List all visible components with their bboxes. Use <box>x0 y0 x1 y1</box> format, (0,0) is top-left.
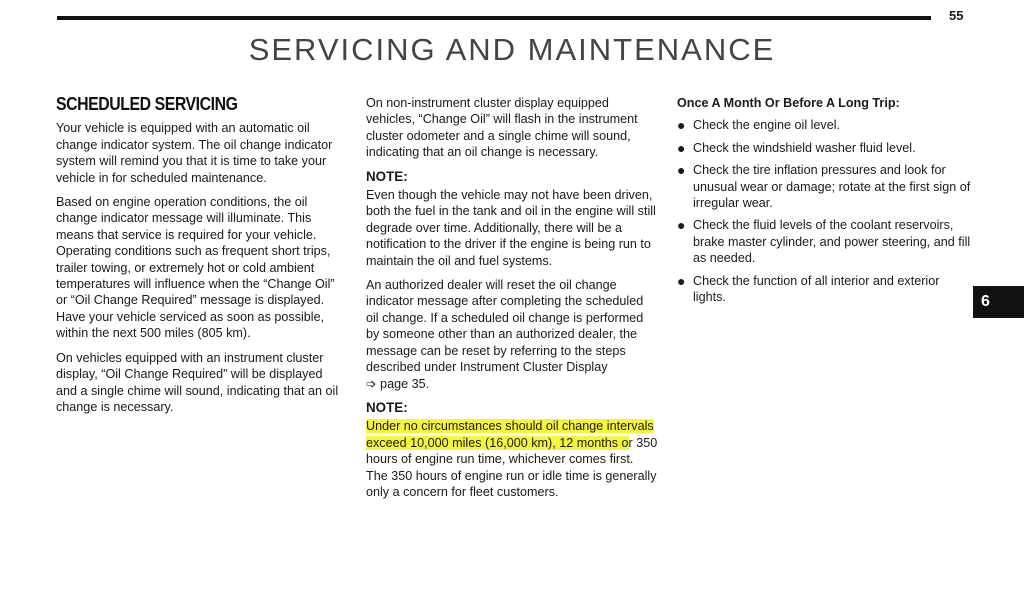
note-text <box>366 418 658 500</box>
list-item-text: Check the tire inflation pressures and look for unusual wear or damage; rotate at the first sign of irregular wear. <box>693 163 971 211</box>
checklist-heading: Once A Month Or Before A Long Trip: <box>677 96 900 110</box>
note-text: Even though the vehicle may not have been driven, both the fuel in the tank and oil in the engine will still degrade over time. Additionally, there will be a notification to the driver if the engine is being run to maintain the oil and fuel systems. <box>366 188 656 268</box>
chapter-tab: 6 <box>973 286 1024 318</box>
bullet-icon: ● <box>677 162 686 179</box>
list-item-text: Check the fluid levels of the coolant reservoirs, brake master cylinder, and power steering, and fill as needed. <box>693 218 971 266</box>
paragraph <box>366 277 658 392</box>
page-number: 55 <box>949 8 964 23</box>
list-item <box>677 117 972 133</box>
column-left <box>56 96 346 423</box>
page-reference-link[interactable]: page 35. <box>376 376 430 391</box>
chapter-title: SERVICING AND MAINTENANCE <box>248 32 776 67</box>
column-middle <box>366 95 658 508</box>
highlighted-text: Under no circumstances should oil change intervals exceed 10,000 miles (16,000 km), 12 months o <box>366 419 654 450</box>
list-item <box>677 162 972 211</box>
page-reference-arrow-icon: ➩ <box>366 376 377 391</box>
checklist <box>677 117 972 305</box>
bullet-icon: ● <box>677 117 686 134</box>
paragraph-text: An authorized dealer will reset the oil change indicator message after completing the scheduled oil change. If a scheduled oil change is performed by someone other than an authorized dealer, the message can be reset by referring to the steps described under Instrument Cluster Display <box>366 278 644 375</box>
list-item-text: Check the windshield washer fluid level. <box>693 140 916 155</box>
paragraph: Based on engine operation conditions, the oil change indicator message will illuminate. This means that service is required for your vehicle. Operating conditions such as frequent short trips, trailer towing, or extremely hot or cold ambient temperatures will influence when the “Change Oil” or “Oil Change Required” message is displayed. Have your vehicle serviced as soon as possible, within the next 500 miles (805 km). <box>56 195 335 341</box>
list-item <box>677 217 972 266</box>
paragraph: On vehicles equipped with an instrument cluster display, “Oil Change Required” will be displayed and a single chime will sound, indicating that an oil change is necessary. <box>56 350 339 414</box>
list-item <box>677 140 972 156</box>
list-item-text: Check the function of all interior and exterior lights. <box>693 273 940 305</box>
header-rule <box>57 16 931 20</box>
bullet-icon: ● <box>677 139 686 156</box>
note-label: NOTE: <box>366 399 408 415</box>
column-right <box>677 95 972 311</box>
list-item-text: Check the engine oil level. <box>693 118 841 133</box>
bullet-icon: ● <box>677 272 686 289</box>
section-heading: SCHEDULED SERVICING <box>56 94 238 114</box>
note-text-rest: r 350 hours of engine run time, whichever comes first. The 350 hours of engine run or idle time is generally only a concern for fleet customers. <box>366 435 658 499</box>
note-label: NOTE: <box>366 168 408 184</box>
paragraph: Your vehicle is equipped with an automatic oil change indicator system. The oil change indicator system will remind you that it is time to take your vehicle in for scheduled maintenance. <box>56 121 333 185</box>
bullet-icon: ● <box>677 217 686 234</box>
list-item <box>677 273 972 306</box>
paragraph: On non-instrument cluster display equipped vehicles, “Change Oil” will flash in the instrument cluster odometer and a single chime will sound, indicating that an oil change is necessary. <box>366 96 638 160</box>
